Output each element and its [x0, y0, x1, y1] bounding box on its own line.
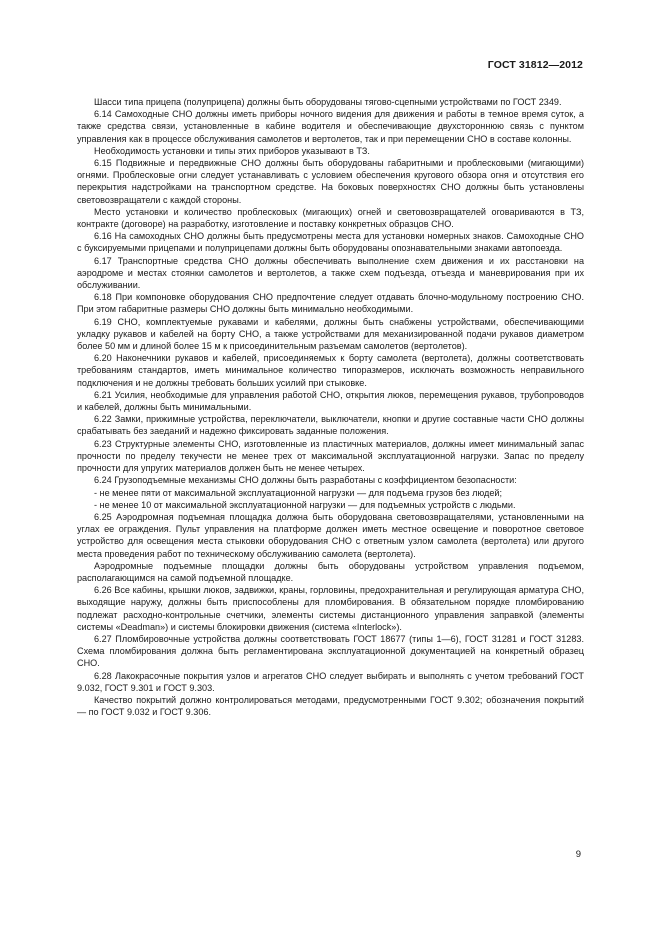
paragraph: 6.24 Грузоподъемные механизмы СНО должны быть разработаны с коэффициентом безопасности: — [94, 475, 517, 486]
document-body — [77, 96, 584, 718]
paragraph: 6.25 Аэродромная подъемная площадка должна быть оборудована световозвращателями, установленными на углах ее ограждения. Пульт управления на платформе должен иметь местное освещение и поворотное световое устройство для освещения места стыковки оборудования СНО с ответным узлом самолета (вертолета) или другого места проведения работ по техническому обслуживанию самолета (вертолета). — [77, 511, 584, 559]
paragraph: 6.26 Все кабины, крышки люков, задвижки, краны, горловины, предохранительная и регулирующая арматура СНО, выходящие наружу, должны быть приспособлены для пломбирования. В обязательном порядке пломбированию подлежат расходно-контрольные счетчики, элементы системы дистанционного управления заправкой (элементы системы «Deadman») и системы блокировки движения (система «Interlock»). — [77, 585, 584, 632]
paragraph: 6.20 Наконечники рукавов и кабелей, присоединяемых к борту самолета (вертолета), должны соответствовать требованиям стандартов, иметь минимальное количество типоразмеров, исключать возможность неправильного подключения и не должны требовать больших усилий при стыковке. — [77, 353, 584, 388]
paragraph: 6.21 Усилия, необходимые для управления работой СНО, открытия люков, перемещения рукавов, трубопроводов и кабелей, должны быть минимальными. — [77, 389, 584, 413]
paragraph: 6.17 Транспортные средства СНО должны обеспечивать выполнение схем движения и их расстановки на аэродроме и местах стоянки самолетов и вертолетов, а также схем подъезда, отъезда и маневрирования при их обслуживании. — [77, 255, 584, 291]
paragraph: 6.28 Лакокрасочные покрытия узлов и агрегатов СНО следует выбирать и выполнять с учетом требований ГОСТ 9.032, ГОСТ 9.301 и ГОСТ 9.303. — [77, 670, 584, 693]
paragraph: 6.23 Структурные элементы СНО, изготовленные из пластичных материалов, должны имеет минимальный запас прочности по пределу текучести не менее трех от максимальной эксплуатационной нагрузки. Запас по пределу прочности для упругих материалов должен быть не менее четырех. — [77, 438, 584, 474]
page-number: 9 — [575, 849, 581, 860]
paragraph: 6.18 При компоновке оборудования СНО предпочтение следует отдавать блочно-модульному построению СНО. При этом габаритные размеры СНО должны быть минимально необходимыми. — [77, 292, 584, 315]
list-item: - не менее 10 от максимальной эксплуатационной нагрузки — для подъемных устройств с людьми. — [94, 499, 516, 510]
paragraph: 6.27 Пломбировочные устройства должны соответствовать ГОСТ 18677 (типы 1—6), ГОСТ 31281 и ГОСТ 31283. Схема пломбирования должна быть регламентирована эксплуатационной документацией на конкретный образец СНО. — [77, 633, 584, 669]
document-code-header: ГОСТ 31812—2012 — [487, 59, 583, 71]
paragraph: Шасси типа прицепа (полуприцепа) должны быть оборудованы тягово-сцепными устройствами по ГОСТ 2349. — [94, 97, 562, 107]
paragraph: 6.19 СНО, комплектуемые рукавами и кабелями, должны быть снабжены устройствами, обеспечивающими укладку рукавов и кабелей на борту СНО, а также устройствами для механизированной подачи рукавов диаметром более 50 мм и длиной более 15 м к присоединительным разъемам самолетов (вертолетов). — [77, 316, 584, 352]
paragraph: Аэродромные подъемные площадки должны быть оборудованы устройством управления подъемом, располагающимся на самой подъемной площадке. — [77, 560, 584, 583]
paragraph: Качество покрытий должно контролироваться методами, предусмотренными ГОСТ 9.302; обозначения покрытий — по ГОСТ 9.032 и ГОСТ 9.306. — [77, 694, 584, 718]
paragraph: 6.15 Подвижные и передвижные СНО должны быть оборудованы габаритными и проблесковыми (мигающими) огнями. Проблесковые огни следует устанавливать с условием обеспечения кругового обзора огня и отсутствия его перекрытия надстройками на транспортном средстве. На боковых поверхностях СНО должны быть установлены световозвращатели с каждой стороны. — [77, 158, 584, 205]
paragraph: Необходимость установки и типы этих приборов указывают в ТЗ. — [94, 145, 370, 156]
paragraph: 6.14 Самоходные СНО должны иметь приборы ночного видения для движения и работы в темное время суток, а также средства связи, установленные в кабине водителя и обеспечивающие двухстороннюю связь с пунктом управления как в процессе обслуживания самолетов и вертолетов, так и при перемещении СНО в составе колонны. — [77, 109, 584, 144]
paragraph: Место установки и количество проблесковых (мигающих) огней и световозвращателей оговариваются в ТЗ, контракте (договоре) на разработку, изготовление и поставку конкретных образцов СНО. — [77, 206, 584, 230]
list-item: - не менее пяти от максимальной эксплуатационной нагрузки — для подъема грузов без людей; — [94, 487, 502, 498]
paragraph: 6.22 Замки, прижимные устройства, переключатели, выключатели, кнопки и другие составные части СНО должны срабатывать без заеданий и надежно фиксировать заданные положения. — [77, 414, 584, 437]
paragraph: 6.16 На самоходных СНО должны быть предусмотрены места для установки номерных знаков. Самоходные СНО с буксируемыми прицепами и полуприцепами должны быть оборудованы опознавательными знаками автопоезда. — [77, 231, 584, 254]
